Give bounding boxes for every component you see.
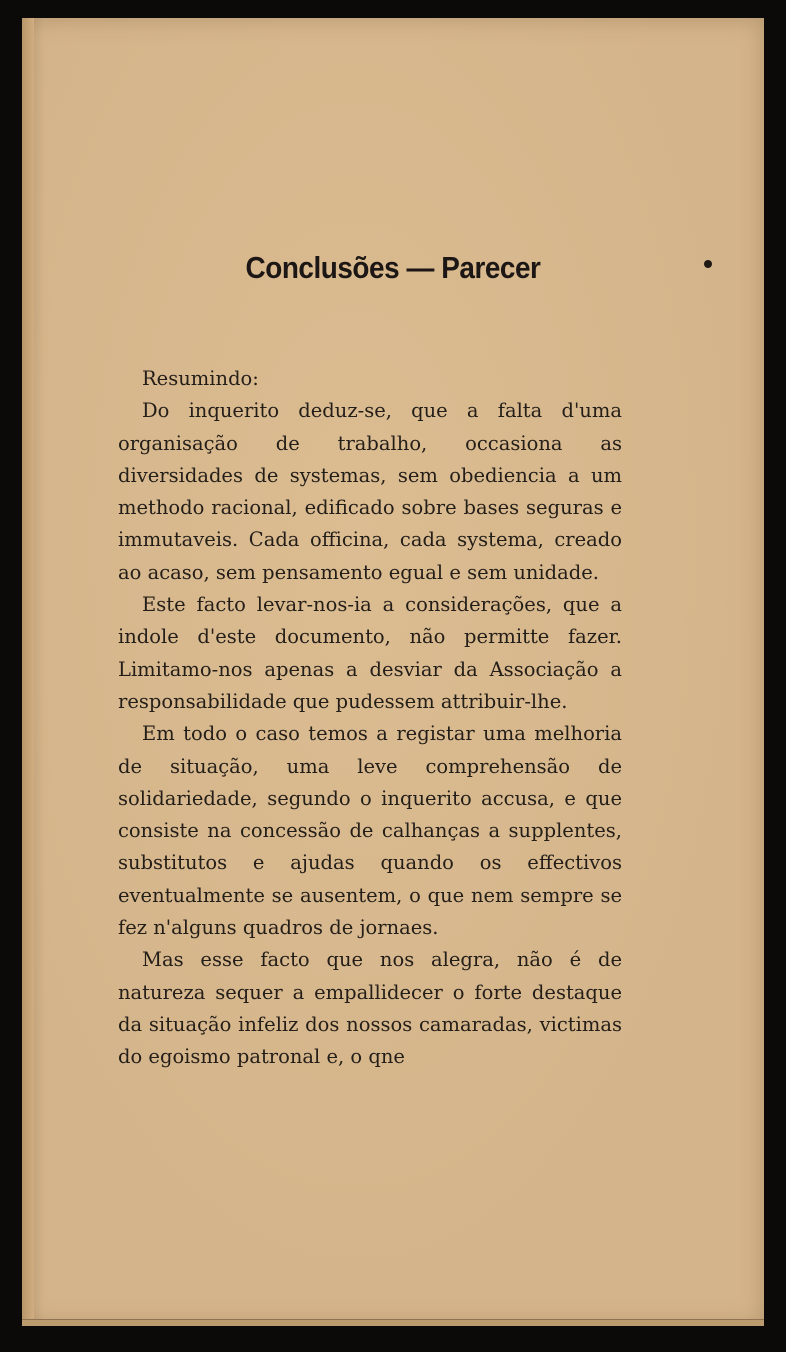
page-title: Conclusões — Parecer xyxy=(245,250,541,285)
page-binding-edge xyxy=(22,18,34,1326)
opening-line: Resumindo: xyxy=(142,367,259,390)
body-text xyxy=(118,363,622,1074)
paragraph-1: Do inquerito deduz-se, que a falta d'uma organisação de trabalho, occasiona as diversidades de systemas, sem obediencia a um methodo racional, edificado sobre bases seguras e immutaveis. Cada officina, cada systema, creado ao acaso, sem pensamento egual e sem unidade. xyxy=(118,399,622,584)
ink-spot xyxy=(704,260,712,268)
paragraph-4: Mas esse facto que nos alegra, não é de natureza sequer a empallidecer o forte destaque da situação infeliz dos nossos camaradas, victimas do egoismo patronal e, o qne xyxy=(118,948,622,1069)
paragraph-2: Este facto levar-nos-ia a considerações, que a indole d'este documento, não permitte fazer. Limitamo-nos apenas a desviar da Associação a responsabilidade que pudessem attribuir-lhe. xyxy=(118,593,622,713)
book-page xyxy=(22,18,764,1326)
page-bottom-edge xyxy=(22,1319,764,1326)
paragraph-3: Em todo o caso temos a registar uma melhoria de situação, uma leve comprehensão de solidariedade, segundo o inquerito accusa, e que consiste na concessão de calhanças a supplentes, substitutos e ajudas quando os effectivos eventualmente se ausentem, o que nem sempre se fez n'alguns quadros de jornaes. xyxy=(118,722,622,940)
